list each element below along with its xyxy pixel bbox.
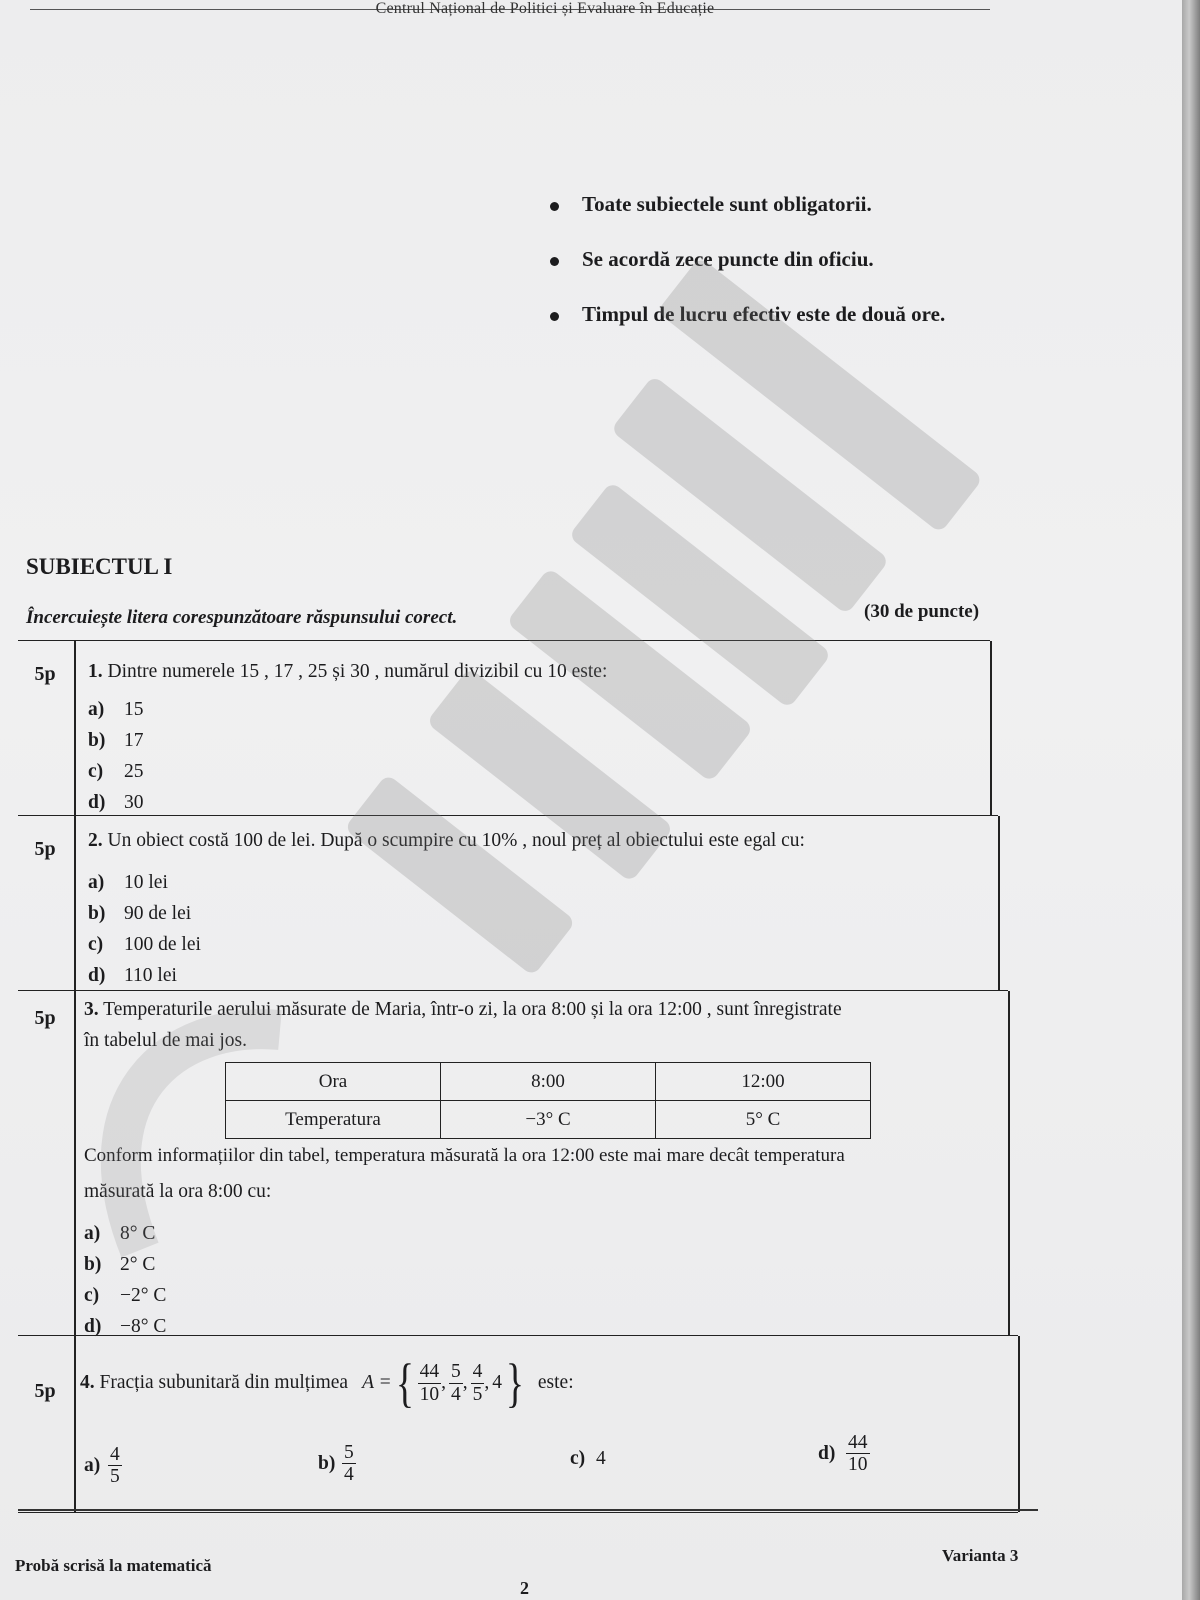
rules-list [550, 192, 945, 357]
question-points: 5p [34, 663, 56, 685]
option-c[interactable]: c) 25 [88, 761, 144, 782]
rule-item: Timpul de lucru efectiv este de două ore. [550, 302, 945, 327]
column-divider [74, 1336, 76, 1512]
row-border-right [990, 641, 992, 816]
page-number: 2 [520, 1578, 529, 1598]
option-a[interactable]: a) 15 [88, 699, 144, 720]
rule-item: Se acordă zece puncte din oficiu. [550, 247, 945, 272]
subject-title: SUBIECTUL I [26, 554, 173, 579]
question-row-3 [18, 990, 1008, 1336]
table-cell: 8:00 [441, 1063, 656, 1101]
option-d[interactable]: d) −8° C [84, 1316, 167, 1337]
question-points: 5p [34, 1007, 56, 1029]
option-a[interactable]: a) 8° C [84, 1223, 156, 1244]
table-cell: Ora [226, 1063, 441, 1101]
footer-exam-name: Probă scrisă la matematică [15, 1556, 212, 1575]
question-text: 1. Dintre numerele 15 , 17 , 25 și 30 , numărul divizibil cu 10 este: [88, 661, 608, 682]
set-element: 4 [492, 1372, 502, 1393]
option-b[interactable]: b) 2° C [84, 1254, 156, 1275]
table-cell: −3° C [441, 1101, 656, 1139]
question-points: 5p [34, 838, 56, 860]
row-border-right [1008, 991, 1010, 1336]
row-border-right [1018, 1336, 1020, 1512]
question-text: 3. Temperaturile aerului măsurate de Maria, într-o zi, la ora 8:00 și la ora 12:00 , sunt înregistrate [84, 999, 842, 1020]
footer-variant: Varianta 3 [942, 1546, 1019, 1565]
option-c[interactable]: c) −2° C [84, 1285, 167, 1306]
subject-points: (30 de puncte) [864, 601, 980, 622]
rule-item: Toate subiectele sunt obligatorii. [550, 192, 945, 217]
option-c[interactable]: c) 4 [570, 1448, 606, 1469]
question-points: 5p [34, 1380, 56, 1402]
option-b[interactable]: b) 90 de lei [88, 903, 192, 924]
set-A: { $\frac{44}{10}$ , $\frac{5}{4}$ , $\frac{4}{5}$ , 4 } [395, 1353, 524, 1413]
option-b[interactable]: b) $\frac{5}{4}$ [318, 1442, 354, 1486]
question-row-2 [18, 815, 998, 991]
option-d[interactable]: d) 110 lei [88, 965, 177, 986]
fraction: $\frac{4}{5}$ [472, 1361, 483, 1405]
column-divider [74, 991, 76, 1336]
column-divider [74, 641, 76, 816]
option-a[interactable]: a) 10 lei [88, 872, 168, 893]
table-cell: Temperatura [226, 1101, 441, 1139]
question-text-cont: în tabelul de mai jos. [84, 1030, 248, 1051]
subject-instruction: Încercuiește litera corespunzătoare răspunsului corect. [26, 607, 458, 628]
follow-text: Conform informațiilor din tabel, temperatura măsurată la ora 12:00 este mai mare decât temperatura [84, 1145, 845, 1166]
question-row-4 [18, 1335, 1018, 1513]
temperature-table [225, 1062, 871, 1139]
option-a[interactable]: a) $\frac{4}{5}$ [84, 1444, 120, 1488]
table-cell: 12:00 [656, 1063, 871, 1101]
set-name: A = [362, 1372, 392, 1393]
table-cell: 5° C [656, 1101, 871, 1139]
question-row-1 [18, 640, 990, 816]
table-row [226, 1101, 871, 1139]
footer-rule [18, 1509, 1038, 1511]
header-rule [30, 0, 990, 17]
option-b[interactable]: b) 17 [88, 730, 144, 751]
header-institution: Centrul Național de Politici și Evaluare în Educație [375, 0, 715, 17]
question-text: 2. Un obiect costă 100 de lei. După o scumpire cu 10% , noul preț al obiectului este egal cu: [88, 830, 805, 851]
follow-text-cont: măsurată la ora 8:00 cu: [84, 1181, 272, 1202]
option-d[interactable]: d) $\frac{44}{10}$ [818, 1432, 868, 1476]
option-d[interactable]: d) 30 [88, 792, 144, 813]
row-border-right [998, 816, 1000, 991]
table-row [226, 1063, 871, 1101]
option-c[interactable]: c) 100 de lei [88, 934, 201, 955]
brace-left: { [395, 1353, 414, 1413]
question-text: 4. Fracția subunitară din mulțimea A = { $\frac{44}{10}$ , $\frac{5}{4}$ , $\frac{4}{5}$ , 4 } este: [80, 1353, 574, 1413]
fraction: $\frac{44}{10}$ [419, 1361, 440, 1405]
paper-edge [1182, 0, 1200, 1600]
column-divider [74, 816, 76, 991]
brace-right: } [505, 1353, 524, 1413]
fraction: $\frac{5}{4}$ [450, 1361, 461, 1405]
